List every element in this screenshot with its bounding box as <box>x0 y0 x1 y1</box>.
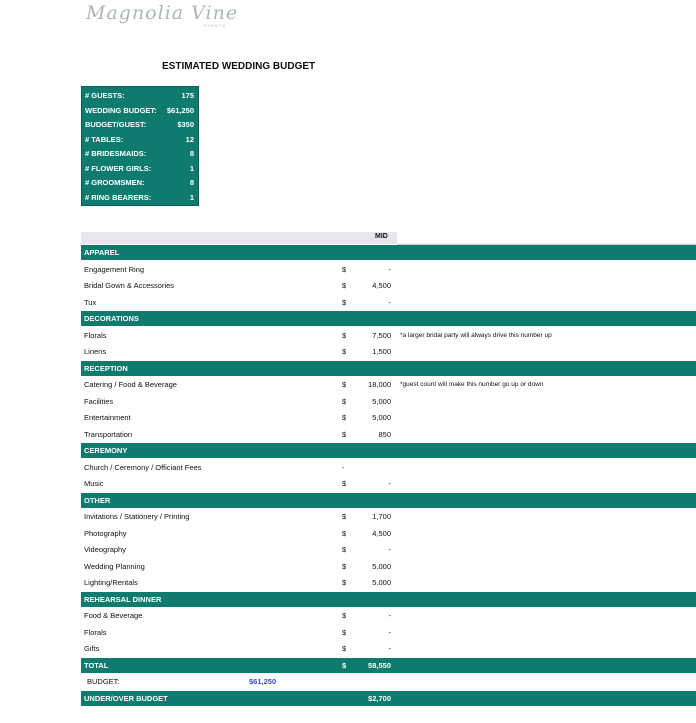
item-label: Music <box>84 479 104 488</box>
section-title: APPAREL <box>84 248 120 257</box>
item-label: Videography <box>84 545 126 554</box>
summary-label: # GROOMSMEN: <box>85 178 145 187</box>
budget-row-item <box>81 559 696 575</box>
item-label: Invitations / Stationery / Printing <box>84 512 190 521</box>
budget-amount: $61,250 <box>249 676 277 686</box>
budget-row-item <box>81 641 696 657</box>
currency-sign: $ <box>342 330 347 340</box>
under-over-row <box>81 691 696 706</box>
logo-text: Magnolia Vine <box>86 2 239 24</box>
item-amount: 18,000 <box>368 380 391 389</box>
summary-row <box>85 117 194 132</box>
summary-value: 1 <box>189 163 194 173</box>
item-amount: 4,500 <box>372 528 391 538</box>
section-header <box>81 592 696 607</box>
currency-sign: $ <box>342 413 347 422</box>
item-amount: 5,000 <box>372 413 391 422</box>
mid-header-row <box>81 232 397 244</box>
currency-sign: $ <box>342 264 347 274</box>
summary-value: 12 <box>185 134 194 144</box>
item-label: Entertainment <box>84 413 131 422</box>
section-title: REHEARSAL DINNER <box>84 594 162 604</box>
summary-label: # GUESTS: <box>85 91 125 100</box>
under-over-amount: $2,700 <box>368 693 391 703</box>
item-amount: 5,000 <box>372 396 391 406</box>
budget-row-item <box>81 526 696 542</box>
summary-row <box>85 146 194 161</box>
item-label: Lighting/Rentals <box>84 578 138 587</box>
currency-sign: $ <box>342 627 347 637</box>
item-label: Church / Ceremony / Officiant Fees <box>84 462 202 472</box>
budget-row-item <box>81 278 696 294</box>
item-amount: - <box>388 479 391 488</box>
budget-row-item <box>81 625 696 641</box>
budget-row-item <box>81 394 696 410</box>
summary-value: $61,250 <box>166 105 194 115</box>
item-amount: - <box>388 627 391 637</box>
total-label: TOTAL <box>84 660 109 670</box>
summary-box <box>81 86 199 206</box>
item-label: Florals <box>84 627 107 637</box>
item-amount: 850 <box>378 429 391 439</box>
summary-row <box>85 190 194 205</box>
budget-row-item <box>81 509 696 525</box>
budget-row-item <box>81 476 696 492</box>
logo <box>86 2 239 38</box>
currency-sign: $ <box>342 545 347 554</box>
item-amount: 5,000 <box>372 578 391 587</box>
section-header <box>81 245 696 260</box>
currency-sign: $ <box>342 561 347 571</box>
summary-value: 8 <box>189 178 194 187</box>
item-label: Transportation <box>84 429 133 439</box>
total-amount: 58,550 <box>368 660 391 670</box>
currency-sign: $ <box>342 512 347 521</box>
summary-row <box>85 161 194 176</box>
item-note: *a larger bridal party will always drive this number up <box>400 331 552 339</box>
section-header <box>81 311 696 326</box>
budget-row-item <box>81 344 696 360</box>
currency-sign: $ <box>342 281 347 290</box>
currency-sign: $ <box>342 644 347 653</box>
item-amount: - <box>388 264 391 274</box>
currency-sign: $ <box>342 578 347 587</box>
summary-value: 175 <box>181 91 194 100</box>
mid-header-line <box>397 232 696 245</box>
budget-label: BUDGET: <box>87 676 120 686</box>
item-amount: 1,700 <box>372 512 391 521</box>
summary-row <box>85 88 194 103</box>
total-currency: $ <box>342 660 347 670</box>
currency-sign: $ <box>342 380 347 389</box>
summary-value: $350 <box>177 120 194 129</box>
budget-row-item <box>81 542 696 558</box>
item-label: Bridal Gown & Accessories <box>84 281 175 290</box>
summary-row <box>85 103 194 118</box>
summary-value: 1 <box>189 192 194 202</box>
summary-label: BUDGET/GUEST: <box>85 120 147 129</box>
item-amount: - <box>388 545 391 554</box>
item-amount: - <box>388 297 391 307</box>
currency-sign: $ <box>342 396 347 406</box>
item-amount: 4,500 <box>372 281 391 290</box>
summary-label: # FLOWER GIRLS: <box>85 163 152 173</box>
currency-sign: $ <box>342 528 347 538</box>
logo-subtext: EVENTS <box>204 23 227 28</box>
budget-row-item <box>81 427 696 443</box>
budget-row-item <box>81 328 696 344</box>
budget-row-item <box>81 460 696 476</box>
item-amount: - <box>388 644 391 653</box>
summary-label: # TABLES: <box>85 134 124 144</box>
currency-sign: - <box>342 462 345 472</box>
item-note: *guest count will make this number go up or down <box>400 381 544 388</box>
summary-label: WEDDING BUDGET: <box>85 105 157 115</box>
currency-sign: $ <box>342 297 347 307</box>
section-title: OTHER <box>84 495 111 505</box>
currency-sign: $ <box>342 611 347 620</box>
summary-value: 8 <box>189 149 194 158</box>
budget-row-item <box>81 262 696 278</box>
summary-label: # BRIDESMAIDS: <box>85 149 147 158</box>
item-amount: 5,000 <box>372 561 391 571</box>
section-title: CEREMONY <box>84 446 128 455</box>
item-label: Florals <box>84 330 107 340</box>
item-label: Catering / Food & Beverage <box>84 380 177 389</box>
budget-row-item <box>81 295 696 311</box>
currency-sign: $ <box>342 479 347 488</box>
item-label: Tux <box>84 297 97 307</box>
item-label: Food & Beverage <box>84 611 143 620</box>
item-label: Wedding Planning <box>84 561 145 571</box>
item-amount: - <box>388 611 391 620</box>
section-header <box>81 443 696 458</box>
budget-row-item <box>81 410 696 426</box>
currency-sign: $ <box>342 429 347 439</box>
item-amount: 1,500 <box>372 347 391 356</box>
budget-row-item <box>81 575 696 591</box>
under-over-label: UNDER/OVER BUDGET <box>84 693 168 703</box>
currency-sign: $ <box>342 347 347 356</box>
budget-row-item <box>81 377 696 393</box>
section-title: DECORATIONS <box>84 314 139 323</box>
summary-row <box>85 132 194 147</box>
budget-row-item <box>81 608 696 624</box>
item-label: Gifts <box>84 644 100 653</box>
budget-row <box>81 674 696 690</box>
section-header <box>81 361 696 376</box>
item-label: Engagement Ring <box>84 264 145 274</box>
section-title: RECEPTION <box>84 363 128 373</box>
item-label: Photography <box>84 528 127 538</box>
section-header <box>81 493 696 508</box>
summary-row <box>85 175 194 190</box>
mid-column-header: MID <box>375 233 388 240</box>
summary-label: # RING BEARERS: <box>85 192 152 202</box>
item-amount: 7,500 <box>372 330 391 340</box>
item-label: Facilities <box>84 396 114 406</box>
item-label: Linens <box>84 347 107 356</box>
page-title: ESTIMATED WEDDING BUDGET <box>162 61 316 72</box>
total-row <box>81 658 696 673</box>
